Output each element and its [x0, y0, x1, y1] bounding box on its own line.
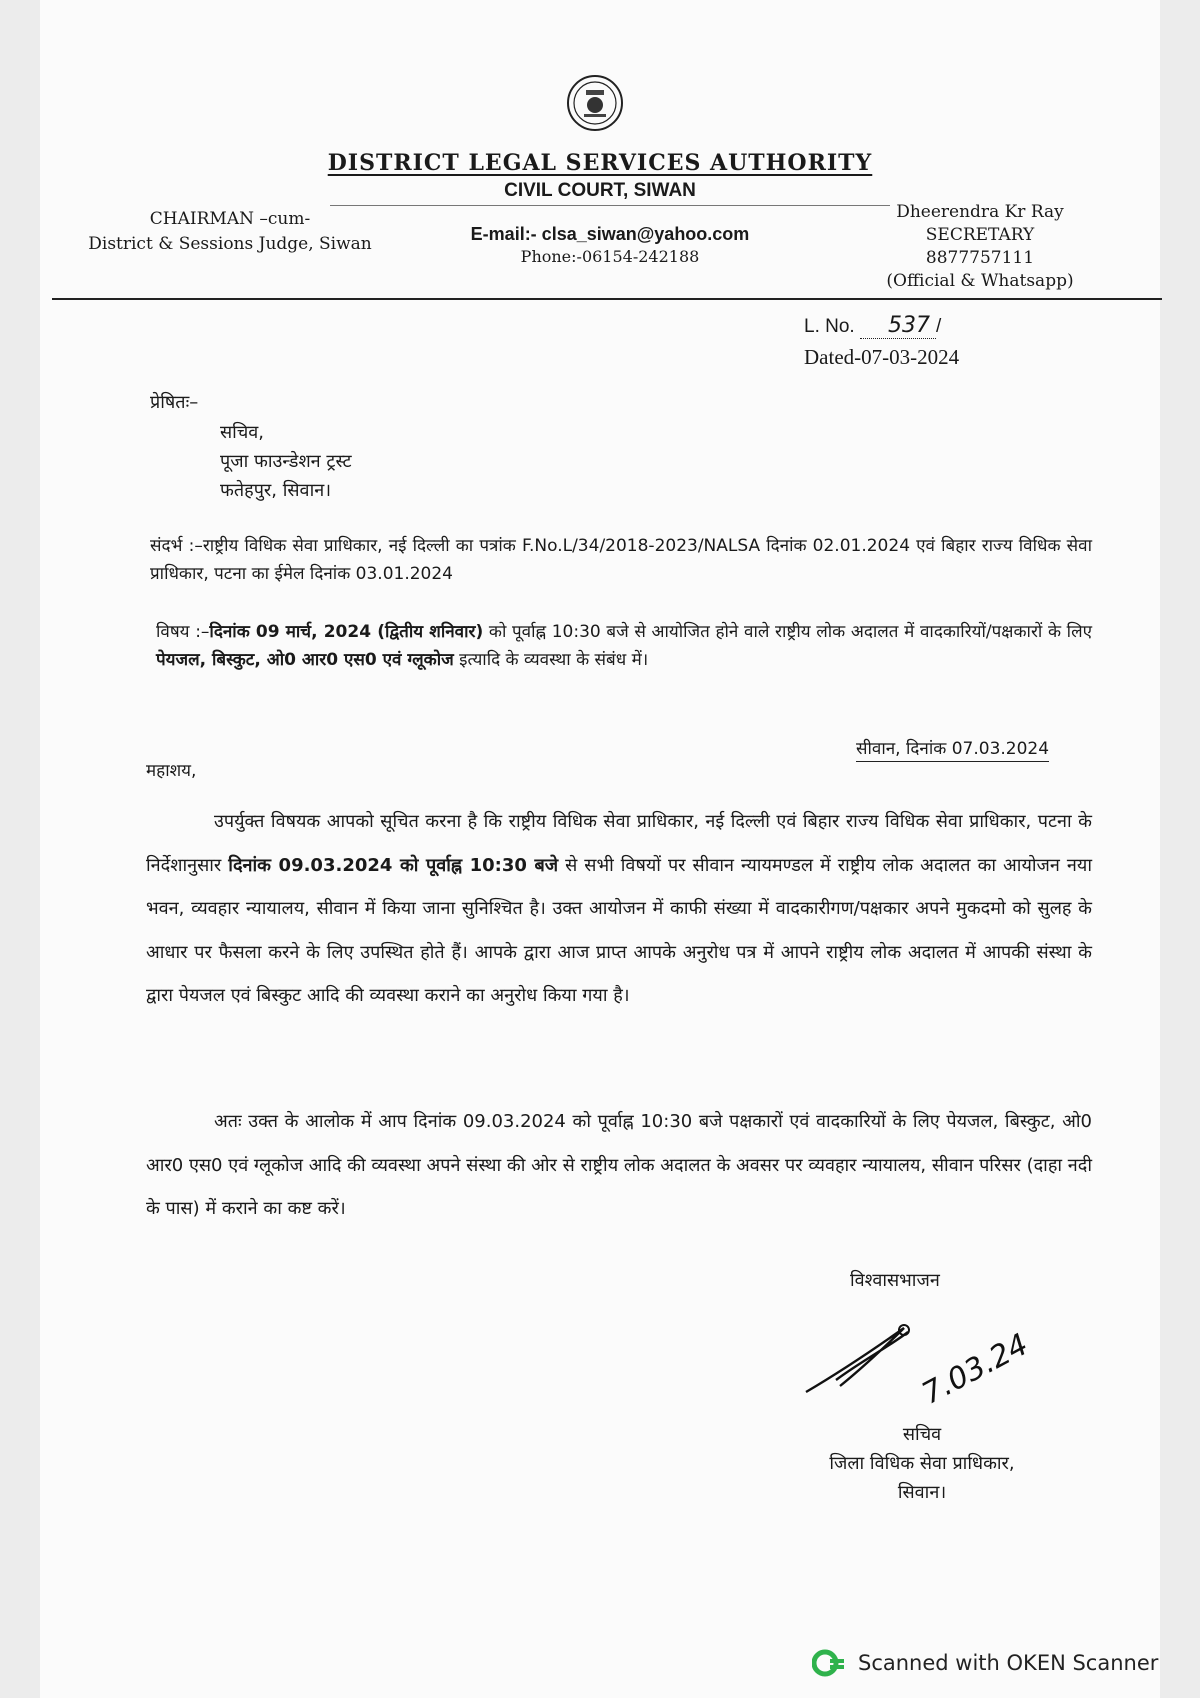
closing: विश्वासभाजन — [850, 1270, 940, 1291]
letter-number — [804, 313, 941, 338]
secretary-phone: 8877757111 — [925, 248, 1035, 268]
lno-label: L. No. — [804, 316, 855, 337]
header-divider — [52, 298, 1162, 300]
secretary-title: SECRETARY — [925, 225, 1035, 245]
phone-text: Phone:-06154-242188 — [520, 247, 700, 266]
signatory-office: जिला विधिक सेवा प्राधिकार, — [829, 1453, 1015, 1474]
signatory-place: सिवान। — [897, 1482, 947, 1503]
signature-date: 7.03.24 — [916, 1327, 1035, 1412]
body1-text-end: से सभी विषयों पर सीवान न्यायमण्डल में राष्ट्रीय लोक अदालत का आयोजन नया भवन, व्यवहार न्यायालय, सीवान में किया जाना सुनिश्चित है। उक्त आयोजन में काफी संख्या में वादकारीगण/पक्षकार अपने मुकदमो को सुलह के आधार पर फैसला करने के लिए उपस्थित होते हैं। आपके द्वारा आज प्राप्त आपके अनुरोध पत्र में आपने राष्ट्रीय लोक अदालत में आपकी संस्था के द्वारा पेयजल एवं बिस्कुट आदि की व्यवस्था कराने का अनुरोध किया गया है। — [146, 854, 1092, 1007]
body1-text: उपर्युक्त विषयक आपको सूचित करना है कि राष्ट्रीय विधिक सेवा प्राधिकार, नई दिल्ली एवं बिहार राज्य विधिक सेवा प्राधिकार, पटना के निर्देशानुसार — [146, 811, 1092, 876]
subject-label: विषय :– — [156, 622, 210, 642]
signature-icon — [800, 1310, 1040, 1420]
scanner-text: Scanned with OKEN Scanner — [858, 1651, 1159, 1675]
reference-text: राष्ट्रीय विधिक सेवा प्राधिकार, नई दिल्ली का पत्रांक F.No.L/34/2018-2023/NALSA दिनांक 02.01.2024 एवं बिहार राज्य विधिक सेवा प्राधिकार, पटना का ईमेल दिनांक 03.01.2024 — [150, 536, 1092, 584]
chairman-designation: District & Sessions Judge, Siwan — [88, 234, 372, 254]
recipient-address — [220, 418, 352, 505]
scanner-watermark — [812, 1648, 1158, 1678]
chairman-block — [60, 207, 400, 257]
body-paragraph-1 — [146, 800, 1092, 1018]
letter-date: Dated-07-03-2024 — [804, 345, 960, 369]
recipient-line: पूजा फाउन्डेशन ट्रस्ट — [220, 451, 352, 472]
recipient-line: सचिव, — [220, 422, 264, 443]
secretary-name: Dheerendra Kr Ray — [896, 202, 1064, 222]
secretary-note: (Official & Whatsapp) — [886, 271, 1074, 291]
emblem-icon — [566, 74, 624, 132]
lno-suffix: / — [935, 316, 942, 337]
signatory-title: सचिव — [902, 1424, 942, 1445]
subject-paragraph — [156, 618, 1092, 674]
contact-block — [440, 224, 780, 266]
body1-bold: दिनांक 09.03.2024 को पूर्वाह्न 10:30 बजे — [228, 854, 559, 876]
recipient-line: फतेहपुर, सिवान। — [220, 480, 332, 501]
reference-paragraph — [150, 532, 1092, 588]
to-label: प्रेषितः– — [150, 392, 199, 413]
secretary-block — [860, 201, 1100, 293]
reference-label: संदर्भ :– — [150, 536, 203, 556]
subject-bold-date: दिनांक 09 मार्च, 2024 (द्वितीय शनिवार) — [209, 622, 484, 642]
chairman-title: CHAIRMAN –cum- — [149, 209, 311, 229]
header-divider-thin — [330, 205, 890, 206]
subject-bold-items: पेयजल, बिस्कुट, ओ0 आर0 एस0 एवं ग्लूकोज — [156, 650, 454, 670]
scanner-logo-icon — [812, 1648, 846, 1678]
subject-text-end: इत्यादि के व्यवस्था के संबंध में। — [453, 650, 649, 670]
org-name: DISTRICT LEGAL SERVICES AUTHORITY — [327, 150, 873, 176]
salutation: महाशय, — [146, 761, 197, 781]
body-paragraph-2: अतः उक्त के आलोक में आप दिनांक 09.03.2024 को पूर्वाह्न 10:30 बजे पक्षकारों एवं वादकारियों के लिए पेयजल, बिस्कुट, ओ0 आर0 एस0 एवं ग्लूकोज आदि की व्यवस्था अपने संस्था की ओर से राष्ट्रीय लोक अदालत के अवसर पर व्यवहार न्यायालय, सीवान परिसर (दाहा नदी के पास) में कराने का कष्ट करें। — [146, 1111, 1092, 1220]
lno-value: 537 — [860, 313, 936, 339]
signatory-block — [792, 1420, 1052, 1507]
org-subtitle: CIVIL COURT, SIWAN — [504, 180, 696, 201]
subject-text: को पूर्वाह्न 10:30 बजे से आयोजित होने वाले राष्ट्रीय लोक अदालत में वादकारियों/पक्षकारों के लिए — [483, 622, 1092, 642]
email-text: E-mail:- clsa_siwan@yahoo.com — [470, 224, 750, 244]
place-date: सीवान, दिनांक 07.03.2024 — [856, 736, 1049, 762]
